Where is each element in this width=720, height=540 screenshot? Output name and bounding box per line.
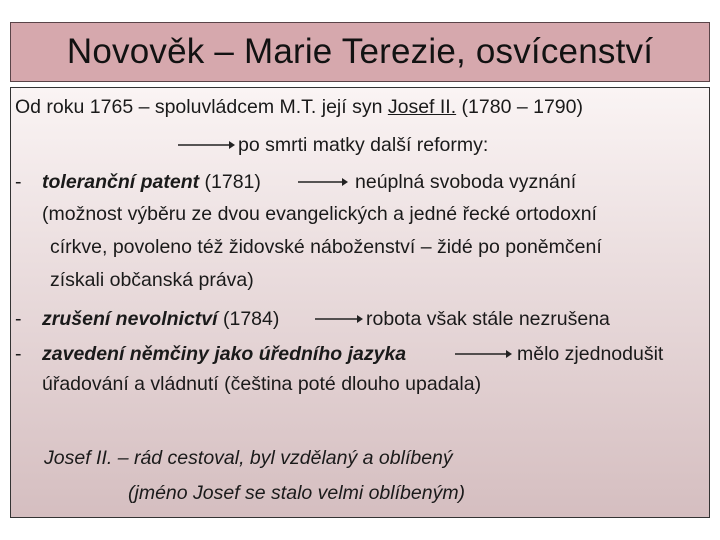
reforms-line: po smrti matky další reformy: — [238, 134, 489, 156]
title-bar — [10, 22, 710, 82]
page-title: Novověk – Marie Terezie, osvícenství — [66, 32, 654, 71]
bullet-term: toleranční patent — [42, 171, 200, 193]
bullet-marker: - — [15, 171, 22, 193]
bullet-term: zrušení nevolnictví — [42, 308, 218, 330]
intro-prefix: Od roku 1765 – spoluvládcem M.T. její syn — [15, 96, 388, 118]
bullet-serfdom — [42, 307, 279, 331]
bullet-term: zavedení němčiny jako úředního jazyka — [42, 343, 407, 365]
bullet-marker: - — [15, 308, 22, 330]
arrow-icon — [178, 139, 235, 151]
intro-suffix: (1780 – 1790) — [456, 96, 583, 118]
bullet-marker: - — [15, 343, 22, 365]
bullet-continuation: (možnost výběru ze dvou evangelických a jedné řecké ortodoxní — [42, 203, 597, 225]
bullet-result: neúplná svoboda vyznání — [355, 171, 577, 193]
note-text: Josef II. – rád cestoval, byl vzdělaný a oblíbený — [44, 447, 453, 469]
josef-link[interactable]: Josef II. — [387, 96, 457, 118]
note-text: (jméno Josef se stalo velmi oblíbeným) — [128, 482, 466, 504]
arrow-icon — [298, 176, 348, 188]
bullet-continuation: úřadování a vládnutí (čeština poté dlouho upadala) — [42, 373, 482, 395]
bullet-toleration — [42, 170, 261, 194]
bullet-year: (1781) — [199, 171, 261, 193]
arrow-icon — [455, 348, 512, 360]
bullet-continuation: získali občanská práva) — [50, 269, 254, 291]
bullet-year: (1784) — [217, 308, 280, 330]
intro-line — [15, 95, 583, 119]
bullet-result: mělo zjednodušit — [517, 343, 664, 365]
note-line — [44, 446, 453, 470]
bullet-german-language — [42, 342, 406, 366]
note-line — [128, 481, 465, 505]
arrow-icon — [315, 313, 363, 325]
bullet-continuation: církve, povoleno též židovské náboženství – židé po poněmčení — [50, 236, 602, 258]
bullet-result: robota však stále nezrušena — [366, 308, 610, 330]
